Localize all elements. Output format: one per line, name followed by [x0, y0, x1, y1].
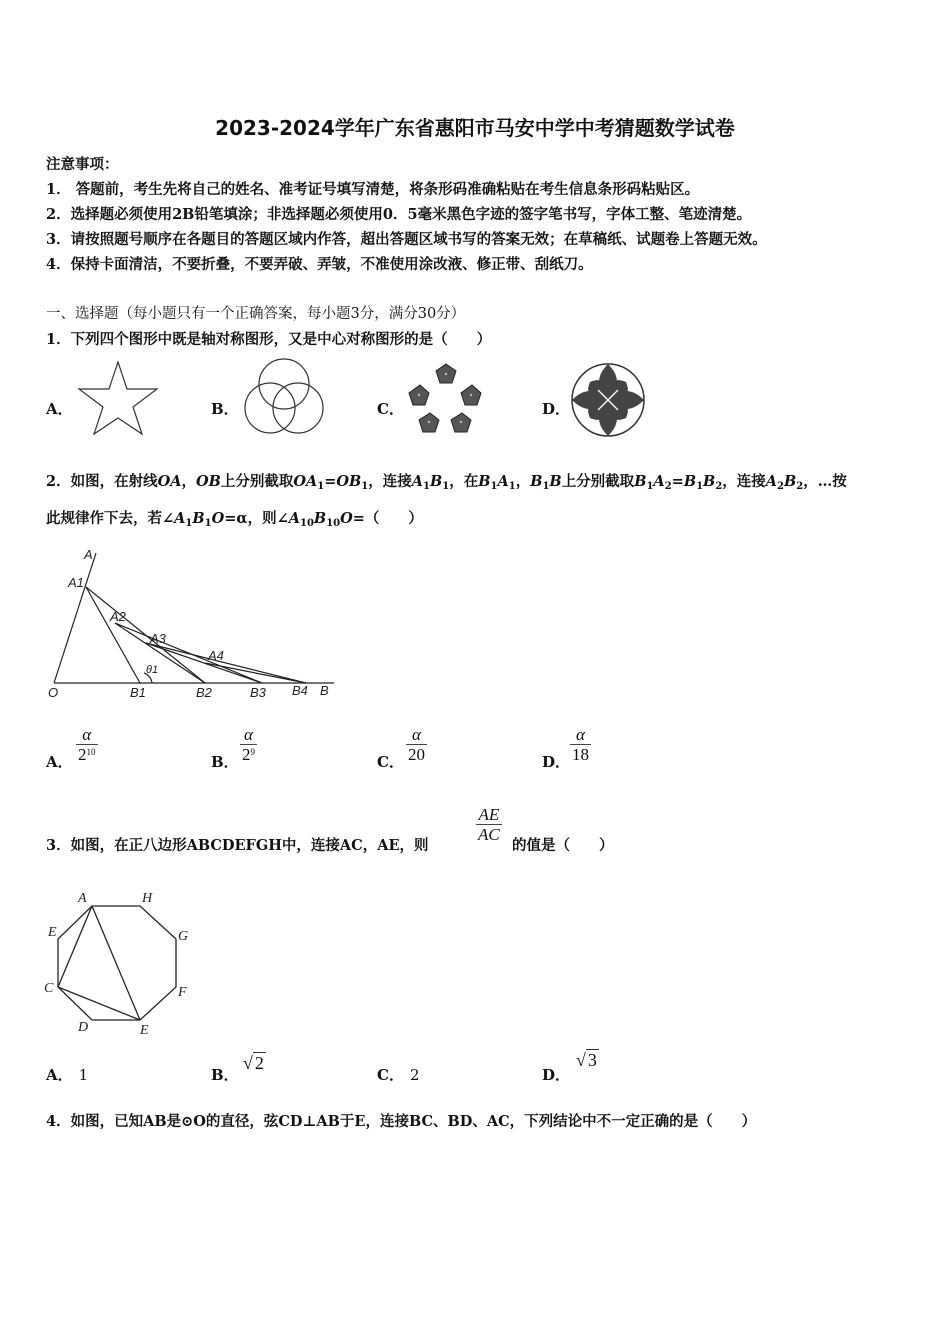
q2-text: =	[324, 473, 337, 490]
fig-label-A4: A4	[208, 648, 224, 663]
fig-label-B1: B1	[130, 685, 146, 700]
fraction-denominator: 18	[572, 745, 589, 764]
fig-label-A: A	[78, 891, 87, 906]
fig-label-theta1: θ1	[146, 664, 159, 676]
q2-text: ，连接	[722, 473, 766, 490]
question-2-line-2	[46, 507, 423, 529]
q2-text: B	[313, 510, 327, 527]
q2-text: 1	[696, 481, 704, 492]
q3-fraction	[476, 806, 502, 845]
q2-text: 2．如图，在射线	[46, 473, 158, 490]
q2-text: 1	[423, 481, 430, 492]
q2-text: B	[683, 473, 697, 490]
option-label: A．	[46, 1066, 73, 1084]
q1-option-b-label: B．	[211, 400, 239, 418]
q2-text: 1	[361, 481, 369, 492]
q2-option-d-fraction	[570, 726, 591, 765]
q1-option-a-star-figure	[74, 358, 162, 438]
note-item: 1． 答题前，考生先将自己的姓名、准考证号填写清楚，将条形码准确粘贴在考生信息条形码粘贴区。	[46, 181, 700, 198]
q2-text: B	[429, 473, 443, 490]
q2-text: A	[174, 510, 186, 527]
q2-option-c-label: C．	[377, 753, 404, 771]
fraction-numerator: α	[576, 725, 585, 744]
q2-text: 10	[326, 518, 341, 529]
q2-text: 1	[490, 481, 498, 492]
note-item: 2．选择题必须使用2B铅笔填涂；非选择题必须使用0．5毫米黑色字迹的签字笔书写，字体工整、笔迹清楚。	[46, 206, 752, 223]
note-item: 4．保持卡面清洁，不要折叠，不要弄破、弄皱，不准使用涂改液、修正带、刮纸刀。	[46, 256, 593, 273]
option-label: C．	[377, 1066, 404, 1084]
q2-text: B	[784, 473, 797, 490]
q2-text: O	[340, 510, 353, 527]
option-value: 1	[78, 1066, 89, 1084]
q2-text: B	[530, 473, 543, 490]
q2-text: OA	[157, 473, 182, 490]
option-value: 2	[409, 1066, 420, 1084]
fig-label-B2: B2	[196, 685, 212, 700]
fraction-denominator: 2	[242, 745, 251, 764]
q2-ray-figure	[40, 545, 340, 705]
note-item: 3．请按照题号顺序在各题目的答题区域内作答，超出答题区域书写的答案无效；在草稿纸、试题卷上答题无效。	[46, 231, 767, 248]
q1-option-b-circles-figure	[238, 355, 330, 439]
q1-option-c-pentagons-figure	[406, 360, 486, 438]
fraction-numerator: α	[412, 725, 421, 744]
q2-option-d-label: D．	[542, 753, 571, 771]
exponent: 10	[86, 747, 96, 757]
fig-label-A1: A1	[68, 575, 84, 590]
q2-text: ，	[181, 473, 196, 490]
fig-label-A: A	[84, 547, 93, 562]
section-heading: 一、选择题（每小题只有一个正确答案，每小题3分，满分30分）	[46, 306, 466, 322]
q2-text: B	[549, 473, 562, 490]
q2-text: 2	[715, 481, 723, 492]
q2-text: A	[653, 473, 665, 490]
q3-option-b-label: B．	[211, 1066, 239, 1084]
fig-label-E: E	[48, 925, 57, 940]
fig-label-E-bottom: E	[140, 1023, 149, 1038]
page-title: 2023-2024学年广东省惠阳市马安中学中考猜题数学试卷	[215, 116, 735, 140]
fig-label-F: F	[178, 985, 187, 1000]
q2-text: OB	[195, 473, 221, 490]
fraction-denominator: 2	[78, 745, 87, 764]
q2-option-b-label: B．	[211, 753, 239, 771]
fraction-numerator: α	[82, 725, 92, 744]
question-3-text-end: 的值是（ ）	[512, 837, 614, 854]
q3-octagon-figure	[40, 884, 200, 1044]
q2-text: 2	[664, 481, 672, 492]
q2-text: OB	[336, 473, 362, 490]
fig-label-A2: A2	[110, 609, 126, 624]
question-2-line-1	[46, 470, 847, 492]
q2-text: 1	[442, 481, 450, 492]
q2-text: 1	[646, 481, 654, 492]
q2-option-a-fraction	[76, 726, 98, 765]
fig-label-B: B	[320, 683, 329, 698]
q2-text: 1	[204, 518, 212, 529]
q2-text: A	[411, 473, 424, 490]
q1-option-d-label: D．	[542, 400, 571, 418]
fig-label-A3: A3	[150, 631, 166, 646]
q2-text: 1	[542, 481, 550, 492]
fig-label-C: C	[44, 981, 54, 996]
q2-text: ，	[515, 473, 531, 490]
q1-option-c-label: C．	[377, 400, 404, 418]
q2-text: 10	[300, 518, 314, 529]
q3-option-a	[46, 1064, 88, 1085]
q2-text: 1	[185, 518, 193, 529]
q2-text: B	[192, 510, 205, 527]
q2-text: 2	[796, 481, 804, 492]
q2-text: 1	[317, 481, 325, 492]
fraction-numerator: α	[244, 725, 253, 744]
q2-text: OA	[293, 473, 318, 490]
exponent: 9	[250, 747, 255, 757]
notes-heading: 注意事项：	[46, 156, 119, 173]
fig-label-H: H	[142, 891, 153, 906]
q2-text: 上分别截取	[220, 473, 294, 490]
question-3-text: 3．如图，在正八边形ABCDEFGH中，连接AC，AE，则	[46, 837, 429, 854]
q2-option-c-fraction	[406, 726, 427, 765]
fraction-denominator: AC	[478, 825, 500, 844]
q2-text: A	[765, 473, 778, 490]
q2-text: 此规律作下去，若∠	[46, 510, 175, 527]
q3-option-d-label: D．	[542, 1066, 571, 1084]
radicand: 3	[587, 1050, 597, 1070]
q2-option-a-label: A．	[46, 753, 73, 771]
fraction-denominator: 20	[408, 745, 425, 764]
q3-option-c	[377, 1064, 420, 1085]
fig-label-B4: B4	[292, 683, 308, 698]
fig-label-B3: B3	[250, 685, 266, 700]
q2-option-b-fraction	[240, 726, 257, 765]
fig-label-O: O	[48, 685, 59, 700]
q2-text: ，在	[449, 473, 479, 490]
q2-text: B	[634, 473, 647, 490]
q1-option-a-label: A．	[46, 400, 73, 418]
q2-text: 1	[508, 481, 516, 492]
q2-text: =（ ）	[352, 510, 423, 527]
fig-label-D: D	[78, 1020, 89, 1035]
question-1-text: 1．下列四个图形中既是轴对称图形，又是中心对称图形的是（ ）	[46, 331, 492, 348]
fig-label-G: G	[178, 929, 189, 944]
q2-text: ，…按	[803, 473, 847, 490]
q2-text: 2	[777, 481, 785, 492]
q2-text: =α，则∠	[224, 510, 289, 527]
q2-text: ，连接	[368, 473, 412, 490]
q2-text: A	[288, 510, 300, 527]
q2-text: B	[478, 473, 491, 490]
question-4-text: 4．如图，已知AB是⊙O的直径，弦CD⊥AB于E，连接BC、BD、AC，下列结论中不一定正确的是（ ）	[46, 1113, 757, 1130]
q1-option-d-petals-figure	[568, 360, 648, 440]
q2-text: O	[211, 510, 225, 527]
fraction-numerator: AE	[478, 805, 500, 824]
q3-option-d-sqrt: √ 3	[576, 1050, 597, 1070]
q2-text: 上分别截取	[561, 473, 635, 490]
q2-text: =	[671, 473, 684, 490]
radicand: 2	[254, 1053, 264, 1073]
q2-text: B	[703, 473, 716, 490]
q3-option-b-sqrt: √ 2	[243, 1053, 264, 1073]
q2-text: A	[497, 473, 509, 490]
